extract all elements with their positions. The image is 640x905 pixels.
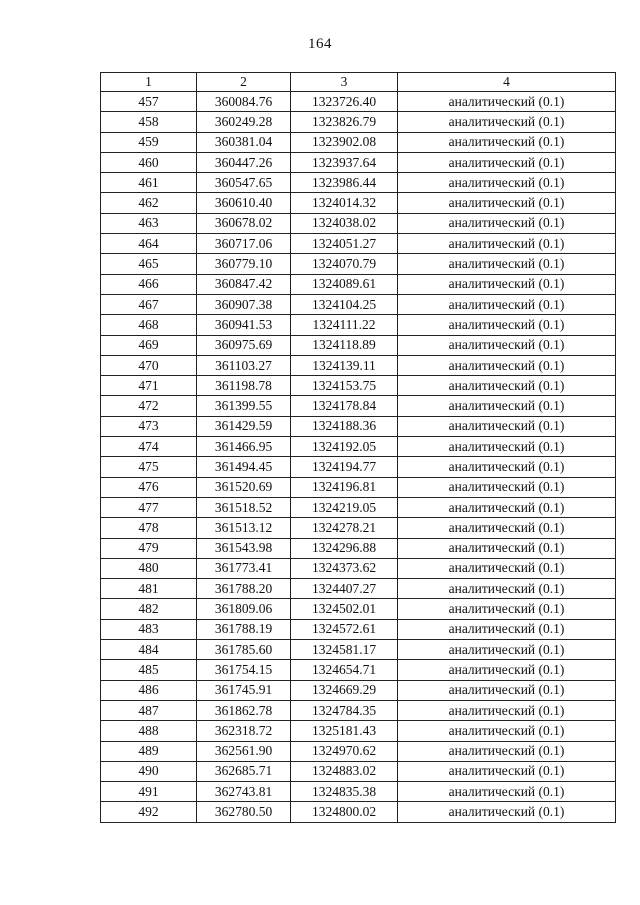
cell-method: аналитический (0.1) [398, 376, 616, 396]
cell-x-coordinate: 361198.78 [197, 376, 291, 396]
cell-point-number: 481 [101, 579, 197, 599]
table-row [101, 599, 616, 619]
cell-y-coordinate: 1324178.84 [291, 396, 398, 416]
cell-y-coordinate: 1324278.21 [291, 518, 398, 538]
table-row [101, 741, 616, 761]
cell-method: аналитический (0.1) [398, 152, 616, 172]
cell-point-number: 464 [101, 234, 197, 254]
cell-y-coordinate: 1324014.32 [291, 193, 398, 213]
cell-method: аналитический (0.1) [398, 477, 616, 497]
cell-method: аналитический (0.1) [398, 335, 616, 355]
cell-x-coordinate: 361103.27 [197, 355, 291, 375]
cell-y-coordinate: 1324188.36 [291, 416, 398, 436]
cell-method: аналитический (0.1) [398, 802, 616, 822]
cell-x-coordinate: 362318.72 [197, 721, 291, 741]
cell-x-coordinate: 360779.10 [197, 254, 291, 274]
cell-y-coordinate: 1324784.35 [291, 700, 398, 720]
cell-y-coordinate: 1324654.71 [291, 660, 398, 680]
cell-x-coordinate: 360907.38 [197, 294, 291, 314]
cell-y-coordinate: 1324835.38 [291, 782, 398, 802]
cell-point-number: 462 [101, 193, 197, 213]
cell-x-coordinate: 361518.52 [197, 497, 291, 517]
header-cell-x: 2 [197, 73, 291, 92]
cell-y-coordinate: 1324192.05 [291, 437, 398, 457]
table-row [101, 680, 616, 700]
cell-x-coordinate: 361520.69 [197, 477, 291, 497]
cell-point-number: 477 [101, 497, 197, 517]
cell-point-number: 491 [101, 782, 197, 802]
cell-x-coordinate: 361788.19 [197, 619, 291, 639]
cell-point-number: 458 [101, 112, 197, 132]
table-row [101, 782, 616, 802]
table-row [101, 234, 616, 254]
cell-point-number: 466 [101, 274, 197, 294]
table-row [101, 416, 616, 436]
header-cell-point-number: 1 [101, 73, 197, 92]
cell-x-coordinate: 361466.95 [197, 437, 291, 457]
table-row [101, 437, 616, 457]
cell-x-coordinate: 362780.50 [197, 802, 291, 822]
cell-point-number: 484 [101, 640, 197, 660]
page-number: 164 [308, 36, 332, 52]
cell-y-coordinate: 1324407.27 [291, 579, 398, 599]
cell-method: аналитический (0.1) [398, 294, 616, 314]
cell-point-number: 489 [101, 741, 197, 761]
cell-point-number: 465 [101, 254, 197, 274]
cell-method: аналитический (0.1) [398, 640, 616, 660]
cell-x-coordinate: 361788.20 [197, 579, 291, 599]
cell-y-coordinate: 1324139.11 [291, 355, 398, 375]
cell-y-coordinate: 1324502.01 [291, 599, 398, 619]
cell-x-coordinate: 360381.04 [197, 132, 291, 152]
table-row [101, 112, 616, 132]
cell-y-coordinate: 1324572.61 [291, 619, 398, 639]
cell-point-number: 463 [101, 213, 197, 233]
cell-x-coordinate: 360249.28 [197, 112, 291, 132]
cell-method: аналитический (0.1) [398, 234, 616, 254]
cell-point-number: 475 [101, 457, 197, 477]
cell-point-number: 457 [101, 92, 197, 112]
cell-method: аналитический (0.1) [398, 132, 616, 152]
cell-x-coordinate: 361773.41 [197, 558, 291, 578]
cell-point-number: 474 [101, 437, 197, 457]
cell-x-coordinate: 360975.69 [197, 335, 291, 355]
cell-y-coordinate: 1324883.02 [291, 761, 398, 781]
cell-point-number: 467 [101, 294, 197, 314]
cell-x-coordinate: 360717.06 [197, 234, 291, 254]
table-row [101, 254, 616, 274]
cell-method: аналитический (0.1) [398, 315, 616, 335]
cell-y-coordinate: 1324051.27 [291, 234, 398, 254]
cell-method: аналитический (0.1) [398, 761, 616, 781]
cell-y-coordinate: 1323726.40 [291, 92, 398, 112]
cell-x-coordinate: 360941.53 [197, 315, 291, 335]
cell-method: аналитический (0.1) [398, 680, 616, 700]
cell-point-number: 473 [101, 416, 197, 436]
cell-y-coordinate: 1324089.61 [291, 274, 398, 294]
cell-y-coordinate: 1324104.25 [291, 294, 398, 314]
cell-method: аналитический (0.1) [398, 721, 616, 741]
cell-y-coordinate: 1323902.08 [291, 132, 398, 152]
cell-method: аналитический (0.1) [398, 700, 616, 720]
cell-y-coordinate: 1324070.79 [291, 254, 398, 274]
table-row [101, 355, 616, 375]
cell-y-coordinate: 1324196.81 [291, 477, 398, 497]
cell-y-coordinate: 1324219.05 [291, 497, 398, 517]
table-row [101, 152, 616, 172]
cell-method: аналитический (0.1) [398, 213, 616, 233]
cell-method: аналитический (0.1) [398, 396, 616, 416]
cell-point-number: 476 [101, 477, 197, 497]
cell-method: аналитический (0.1) [398, 416, 616, 436]
table-row [101, 457, 616, 477]
header-cell-y: 3 [291, 73, 398, 92]
table-row [101, 396, 616, 416]
table-row [101, 274, 616, 294]
table-row [101, 315, 616, 335]
cell-method: аналитический (0.1) [398, 579, 616, 599]
cell-method: аналитический (0.1) [398, 741, 616, 761]
cell-method: аналитический (0.1) [398, 92, 616, 112]
cell-point-number: 459 [101, 132, 197, 152]
cell-point-number: 480 [101, 558, 197, 578]
cell-method: аналитический (0.1) [398, 437, 616, 457]
table-row [101, 558, 616, 578]
table-row [101, 497, 616, 517]
table-row [101, 335, 616, 355]
cell-method: аналитический (0.1) [398, 558, 616, 578]
cell-method: аналитический (0.1) [398, 173, 616, 193]
cell-x-coordinate: 360610.40 [197, 193, 291, 213]
cell-method: аналитический (0.1) [398, 254, 616, 274]
cell-x-coordinate: 361494.45 [197, 457, 291, 477]
cell-x-coordinate: 361513.12 [197, 518, 291, 538]
cell-method: аналитический (0.1) [398, 193, 616, 213]
cell-x-coordinate: 360084.76 [197, 92, 291, 112]
cell-y-coordinate: 1325181.43 [291, 721, 398, 741]
cell-y-coordinate: 1324669.29 [291, 680, 398, 700]
cell-y-coordinate: 1324296.88 [291, 538, 398, 558]
table-row [101, 579, 616, 599]
cell-x-coordinate: 361745.91 [197, 680, 291, 700]
cell-point-number: 469 [101, 335, 197, 355]
cell-point-number: 483 [101, 619, 197, 639]
cell-method: аналитический (0.1) [398, 497, 616, 517]
cell-method: аналитический (0.1) [398, 660, 616, 680]
table-row [101, 538, 616, 558]
table-row [101, 376, 616, 396]
cell-y-coordinate: 1324194.77 [291, 457, 398, 477]
cell-point-number: 479 [101, 538, 197, 558]
cell-point-number: 470 [101, 355, 197, 375]
header-cell-method: 4 [398, 73, 616, 92]
table-row [101, 761, 616, 781]
cell-point-number: 468 [101, 315, 197, 335]
cell-point-number: 471 [101, 376, 197, 396]
cell-point-number: 478 [101, 518, 197, 538]
cell-point-number: 482 [101, 599, 197, 619]
cell-point-number: 485 [101, 660, 197, 680]
cell-method: аналитический (0.1) [398, 457, 616, 477]
cell-y-coordinate: 1323937.64 [291, 152, 398, 172]
cell-method: аналитический (0.1) [398, 782, 616, 802]
cell-method: аналитический (0.1) [398, 355, 616, 375]
cell-x-coordinate: 360678.02 [197, 213, 291, 233]
cell-x-coordinate: 361754.15 [197, 660, 291, 680]
cell-method: аналитический (0.1) [398, 274, 616, 294]
cell-x-coordinate: 362685.71 [197, 761, 291, 781]
table-row [101, 213, 616, 233]
cell-method: аналитический (0.1) [398, 538, 616, 558]
cell-method: аналитический (0.1) [398, 599, 616, 619]
cell-method: аналитический (0.1) [398, 518, 616, 538]
table-row [101, 193, 616, 213]
table-header [101, 73, 616, 92]
table-body [101, 92, 616, 823]
table-row [101, 132, 616, 152]
cell-x-coordinate: 360847.42 [197, 274, 291, 294]
table-row [101, 173, 616, 193]
cell-x-coordinate: 361429.59 [197, 416, 291, 436]
cell-x-coordinate: 362561.90 [197, 741, 291, 761]
cell-y-coordinate: 1323986.44 [291, 173, 398, 193]
cell-point-number: 461 [101, 173, 197, 193]
cell-point-number: 492 [101, 802, 197, 822]
coordinates-table [100, 72, 616, 823]
cell-x-coordinate: 360447.26 [197, 152, 291, 172]
table-row [101, 619, 616, 639]
cell-x-coordinate: 361399.55 [197, 396, 291, 416]
table-row [101, 92, 616, 112]
cell-y-coordinate: 1323826.79 [291, 112, 398, 132]
cell-x-coordinate: 362743.81 [197, 782, 291, 802]
cell-point-number: 472 [101, 396, 197, 416]
table-row [101, 640, 616, 660]
cell-point-number: 490 [101, 761, 197, 781]
cell-point-number: 488 [101, 721, 197, 741]
cell-x-coordinate: 361809.06 [197, 599, 291, 619]
table-row [101, 477, 616, 497]
cell-point-number: 460 [101, 152, 197, 172]
cell-y-coordinate: 1324153.75 [291, 376, 398, 396]
cell-y-coordinate: 1324118.89 [291, 335, 398, 355]
table-row [101, 700, 616, 720]
table-row [101, 721, 616, 741]
cell-y-coordinate: 1324038.02 [291, 213, 398, 233]
cell-y-coordinate: 1324970.62 [291, 741, 398, 761]
cell-method: аналитический (0.1) [398, 112, 616, 132]
cell-x-coordinate: 361862.78 [197, 700, 291, 720]
table-row [101, 294, 616, 314]
table-row [101, 518, 616, 538]
table-row [101, 660, 616, 680]
cell-method: аналитический (0.1) [398, 619, 616, 639]
cell-y-coordinate: 1324581.17 [291, 640, 398, 660]
cell-point-number: 487 [101, 700, 197, 720]
table-row [101, 802, 616, 822]
cell-x-coordinate: 360547.65 [197, 173, 291, 193]
cell-y-coordinate: 1324800.02 [291, 802, 398, 822]
cell-y-coordinate: 1324373.62 [291, 558, 398, 578]
cell-x-coordinate: 361785.60 [197, 640, 291, 660]
cell-y-coordinate: 1324111.22 [291, 315, 398, 335]
cell-point-number: 486 [101, 680, 197, 700]
cell-x-coordinate: 361543.98 [197, 538, 291, 558]
header-row [101, 73, 616, 92]
